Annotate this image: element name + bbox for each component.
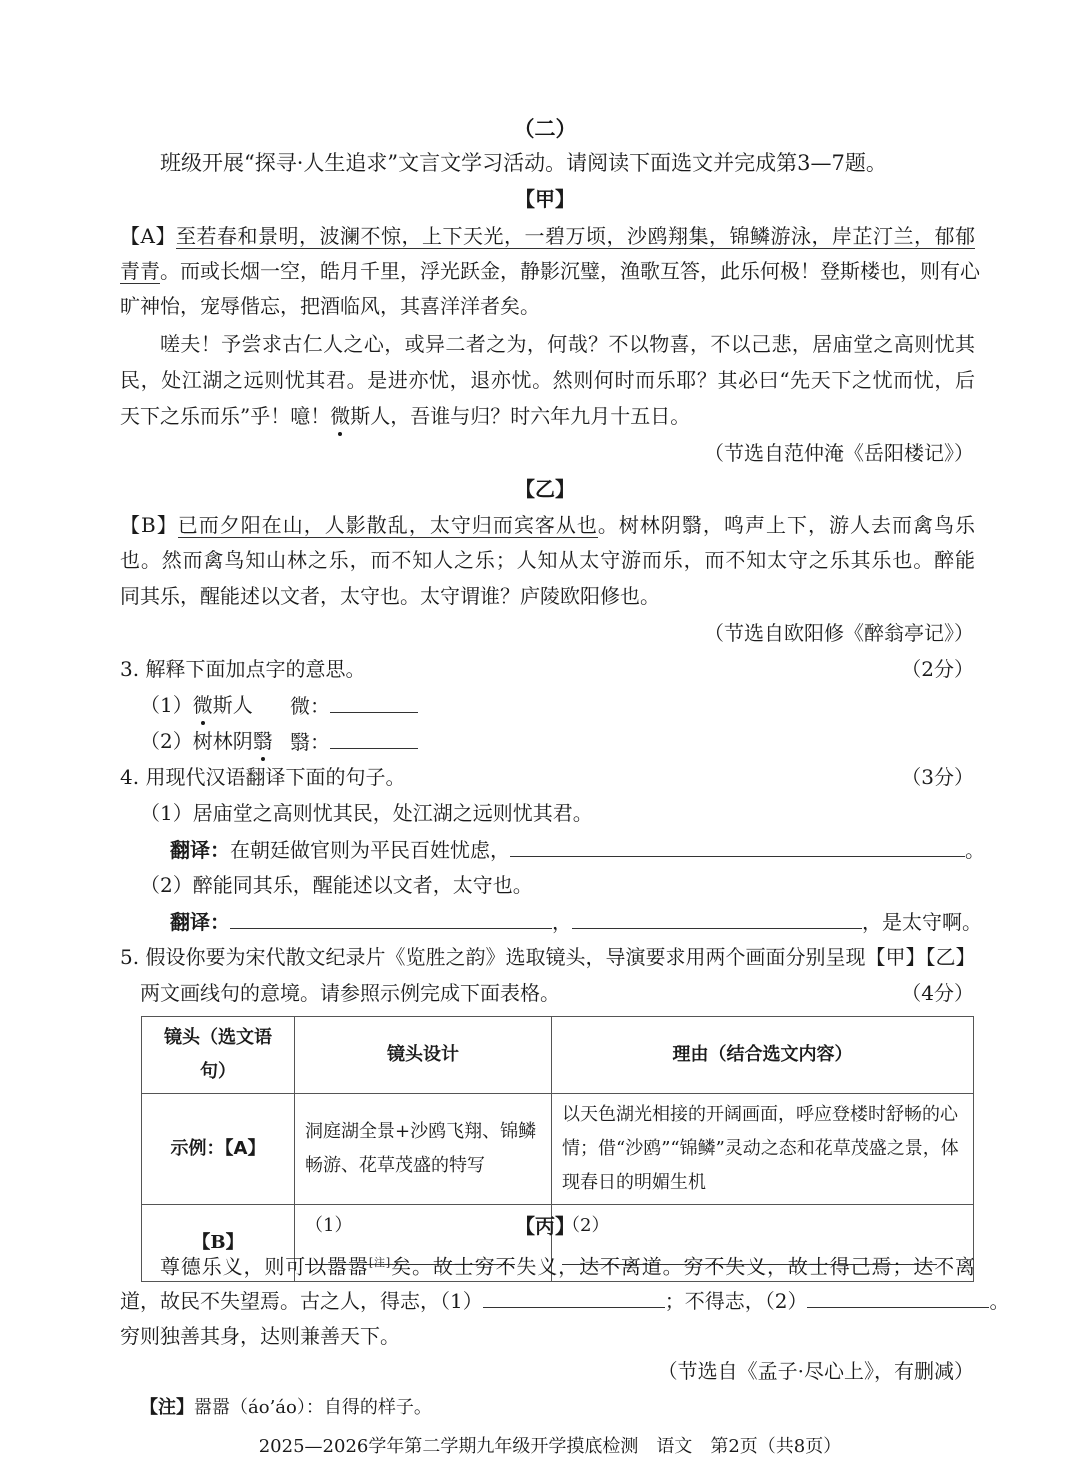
jia-paragraph-line: 天下之乐而乐”乎！噫！微斯人，吾谁与归？时六年九月十五日。 — [120, 404, 691, 428]
bing-paragraph-line: 穷则独善其身，达则兼善天下。 — [120, 1324, 400, 1348]
table-row — [142, 1094, 974, 1205]
b-design-cell: （1） — [295, 1205, 552, 1282]
yi-paragraph-line: 【B】已而夕阳在山，人影散乱，太守归而宾客从也。树林阴翳，鸣声上下，游人去而禽鸟乐 — [120, 513, 976, 537]
q3-item-1: （1）微斯人 — [140, 693, 253, 717]
yi-source: （节选自欧阳修《醉翁亭记》） — [704, 621, 974, 645]
page-footer: 2025—2026学年第二学期九年级开学摸底检测 语文 第2页（共8页） — [258, 1436, 842, 1457]
answer-blank[interactable] — [230, 908, 552, 929]
yi-heading: 【乙】 — [515, 477, 575, 501]
underlined-sentence: 至若春和景明，波澜不惊，上下天光，一碧万顷，沙鸥翔集，锦鳞游泳，岸芷汀兰，郁郁 — [175, 224, 975, 248]
section-title: （二） — [513, 116, 577, 141]
q5-stem: 5. 假设你要为宋代散文纪录片《览胜之韵》选取镜头，导演要求用两个画面分别呈现【甲】【乙】 — [120, 945, 976, 969]
bing-paragraph-line: 道，故民不失望焉。古之人，得志，（1） ；不得志，（2） 。 — [120, 1289, 1010, 1313]
bing-paragraph-line: 尊德乐义，则可以嚣嚣[注]矣。故士穷不失义，达不离道。穷不失义，故士得己焉；达不离 — [160, 1254, 976, 1279]
dotted-character: 微 — [330, 404, 351, 428]
table-header: 镜头（选文语句） — [142, 1017, 295, 1094]
bing-heading: 【丙】 — [515, 1214, 575, 1238]
dotted-character: 微 — [192, 693, 213, 717]
bing-source: （节选自《孟子·尽心上》，有删减） — [657, 1359, 974, 1383]
jia-paragraph-line — [120, 223, 975, 249]
table-header-row — [142, 1017, 974, 1094]
footnote: 【注】嚣嚣（áo’áo）：自得的样子。 — [140, 1397, 432, 1418]
table-header: 理由（结合选文内容） — [552, 1017, 974, 1094]
answer-blank[interactable] — [510, 836, 965, 857]
q3-item-2: （2）树林阴翳 — [140, 729, 273, 753]
q4-item-1: （1）居庙堂之高则忧其民，处江湖之远则忧其君。 — [140, 801, 593, 825]
shot-table — [141, 1016, 974, 1282]
jia-paragraph-line: 旷神怡，宠辱偕忘，把酒临风，其喜洋洋者矣。 — [120, 294, 540, 318]
answer-blank[interactable] — [572, 908, 862, 929]
q4-stem: 4. 用现代汉语翻译下面的句子。 — [120, 765, 406, 789]
q4-score: （3分） — [901, 765, 974, 789]
jia-heading: 【甲】 — [515, 187, 575, 211]
underlined-sentence: 已而夕阳在山，人影散乱，太守归而宾客从也 — [177, 513, 598, 537]
jia-source: （节选自范仲淹《岳阳楼记》） — [704, 441, 974, 465]
underlined-sentence: 青青 — [120, 259, 160, 283]
q3-score: （2分） — [901, 657, 974, 681]
q3-answer-2: 翳： — [290, 728, 418, 755]
answer-blank[interactable] — [483, 1287, 665, 1308]
q5-score: （4分） — [901, 981, 974, 1005]
example-reason: 以天色湖光相接的开阔画面，呼应登楼时舒畅的心情；借“沙鸥”“锦鳞”灵动之态和花草茂盛之景，体现春日的明媚生机 — [552, 1094, 974, 1205]
q4-item-2: （2）醉能同其乐，醒能述以文者，太守也。 — [140, 873, 533, 897]
answer-blank[interactable] — [330, 728, 418, 749]
yi-paragraph-line: 同其乐，醒能述以文者，太守也。太守谓谁？庐陵欧阳修也。 — [120, 584, 660, 608]
yi-paragraph-line: 也。然而禽鸟知山林之乐，而不知人之乐；人知从太守游而乐，而不知太守之乐其乐也。醉能 — [120, 548, 975, 572]
example-label: 示例：【A】 — [142, 1094, 295, 1205]
b-reason-cell: （2） — [552, 1205, 974, 1282]
passage-mark: 【B】 — [120, 513, 178, 537]
answer-blank[interactable] — [330, 692, 418, 713]
example-design: 洞庭湖全景+沙鸥飞翔、锦鳞畅游、花草茂盛的特写 — [295, 1094, 552, 1205]
q3-stem: 3. 解释下面加点字的意思。 — [120, 657, 366, 681]
q3-answer-1: 微： — [290, 692, 418, 719]
jia-paragraph-line: 青青。而或长烟一空，皓月千里，浮光跃金，静影沉璧，渔歌互答，此乐何极！登斯楼也，则有心 — [120, 259, 980, 283]
jia-paragraph-line: 民，处江湖之远则忧其君。是进亦忧，退亦忧。然则何时而乐耶？其必曰“先天下之忧而忧，后 — [120, 368, 975, 392]
dotted-character: 翳 — [252, 729, 273, 753]
intro-text: 班级开展“探寻·人生追求”文言文学习活动。请阅读下面选文并完成第3—7题。 — [160, 151, 887, 175]
note-marker: [注] — [368, 1256, 391, 1269]
answer-blank[interactable] — [807, 1287, 989, 1308]
jia-paragraph-line: 嗟夫！予尝求古仁人之心，或异二者之为，何哉？不以物喜，不以己悲，居庙堂之高则忧其 — [160, 332, 975, 356]
b-label: 【B】 — [142, 1205, 295, 1282]
q5-stem-cont: 两文画线句的意境。请参照示例完成下面表格。 — [140, 981, 560, 1005]
q4-translation-1: 翻译：在朝廷做官则为平民百姓忧虑， 。 — [170, 838, 985, 862]
passage-mark: 【A】 — [120, 224, 176, 248]
table-header: 镜头设计 — [295, 1017, 552, 1094]
q4-translation-2: 翻译： ， ，是太守啊。 — [170, 910, 982, 934]
